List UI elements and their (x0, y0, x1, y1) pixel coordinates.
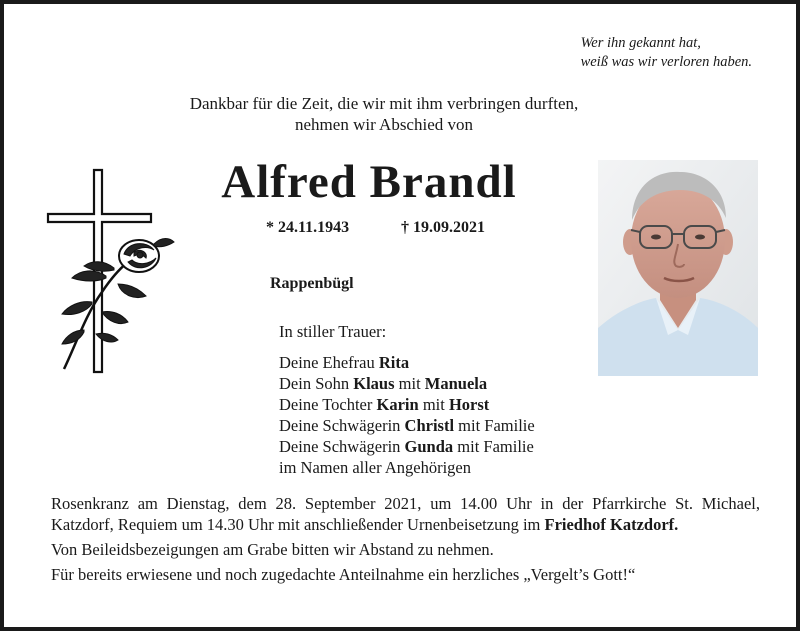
mourner-partner-name: Manuela (424, 374, 488, 393)
mourner-name: Christl (404, 416, 455, 435)
mourners-list (279, 321, 535, 478)
deceased-name: Alfred Brandl (221, 156, 517, 208)
mourner-partner-name: Horst (448, 395, 490, 414)
mourner-row (279, 457, 535, 478)
mourner-connector: mit Familie (453, 437, 534, 456)
mourner-name: Gunda (404, 437, 454, 456)
thanks-text: Für bereits erwiesene und noch zugedachte Anteilnahme ein herzliches „Vergelt’s Gott!“ (51, 565, 636, 584)
mourner-name: Rita (378, 353, 410, 372)
mourner-relation: Deine Schwägerin (279, 437, 405, 456)
mourner-connector: mit (418, 395, 449, 414)
mourner-connector: mit (394, 374, 425, 393)
intro-line-2: nehmen wir Abschied von (295, 115, 473, 134)
cemetery-name: Friedhof Katzdorf. (544, 515, 679, 534)
residence-place: Rappenbügl (270, 275, 354, 292)
mourner-relation: Dein Sohn (279, 374, 354, 393)
mourner-row (279, 373, 535, 394)
portrait-photo (598, 160, 758, 376)
mourner-name: Klaus (353, 374, 395, 393)
mourner-relation: Deine Ehefrau (279, 353, 379, 372)
mourner-relation: Deine Schwägerin (279, 416, 405, 435)
intro-line-1: Dankbar für die Zeit, die wir mit ihm verbringen durften, (189, 94, 579, 113)
mourner-row (279, 352, 535, 373)
quote-line-1: Wer ihn gekannt hat, (580, 35, 701, 51)
mourner-row (279, 394, 535, 415)
birth-date: * 24.11.1943 (266, 219, 350, 236)
service-details (51, 493, 760, 585)
announcement-text (51, 493, 760, 535)
mourner-relation: im Namen aller Angehörigen (279, 458, 471, 477)
mourner-connector: mit Familie (454, 416, 535, 435)
death-date: † 19.09.2021 (401, 219, 485, 236)
mourner-relation: Deine Tochter (279, 395, 377, 414)
announcement-body: Rosenkranz am Dienstag, dem 28. September 2021, um 14.00 Uhr in der Pfarrkirche St. Michael, Katzdorf, Requiem um 14.30 Uhr mit anschließender Urnenbeisetzung im (51, 494, 760, 534)
intro-text (104, 93, 664, 135)
cross-with-rose-icon (44, 164, 179, 379)
mourners-heading: In stiller Trauer: (279, 322, 387, 341)
quote-line-2: weiß was wir verloren haben. (580, 54, 752, 70)
mourner-name: Karin (376, 395, 419, 414)
mourner-row (279, 436, 535, 457)
condolence-notice: Von Beileidsbezeigungen am Grabe bitten wir Abstand zu nehmen. (51, 540, 494, 559)
mourner-row (279, 415, 535, 436)
memorial-quote (581, 34, 752, 72)
